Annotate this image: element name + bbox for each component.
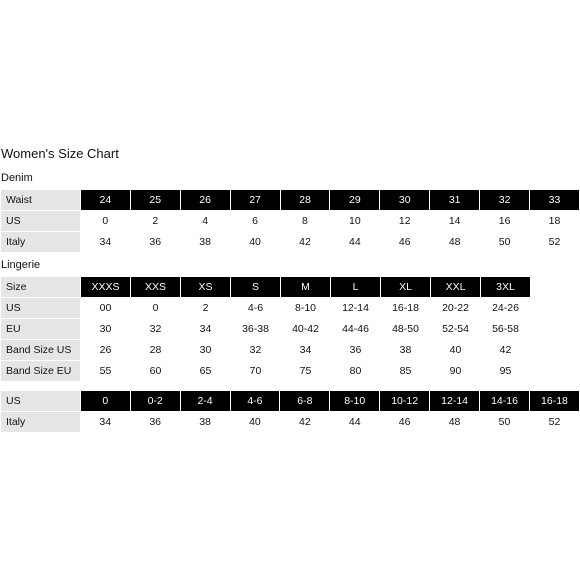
table-cell: 38 [180,232,230,253]
table-cell: 24-26 [481,298,531,319]
table-cell: 00 [81,298,131,319]
table-cell: 26 [180,190,230,211]
table-cell: 4-6 [230,391,280,412]
table-cell: 26 [81,340,131,361]
table-row [1,319,531,340]
table-cell: 50 [480,232,530,253]
table-cell: 30 [380,190,430,211]
table-cell: 90 [431,361,481,382]
table-cell: L [331,277,381,298]
table-cell: 20-22 [431,298,481,319]
table-cell: 8-10 [330,391,380,412]
table-cell: 0 [131,298,181,319]
table-cell: 16 [480,211,530,232]
table-cell: 27 [230,190,280,211]
table-cell: 2 [130,211,180,232]
table-cell: 16-18 [529,391,579,412]
page-title: Women's Size Chart [1,146,119,161]
table-cell: 29 [330,190,380,211]
row-label: Band Size EU [1,361,81,382]
row-label: US [1,391,81,412]
table-cell: 16-18 [381,298,431,319]
table-cell: 32 [480,190,530,211]
table-row [1,277,531,298]
table-row [1,232,580,253]
table-cell: 44 [330,232,380,253]
table-cell: 95 [481,361,531,382]
table-cell: 40 [431,340,481,361]
table-cell: 46 [380,232,430,253]
lingerie-size-table [0,276,531,382]
table-cell: 42 [280,412,330,433]
row-label: Waist [1,190,81,211]
table-cell: 34 [181,319,231,340]
table-cell: 40 [230,412,280,433]
lingerie-section-label: Lingerie [1,259,41,271]
table-row [1,211,580,232]
table-cell: 31 [430,190,480,211]
table-cell: XL [381,277,431,298]
table-cell: XXXS [81,277,131,298]
table-cell: 0-2 [130,391,180,412]
denim-section-label: Denim [1,172,33,184]
table-cell: 52 [530,232,580,253]
table-cell: 0 [80,391,130,412]
table-row [1,340,531,361]
table-cell: 2-4 [180,391,230,412]
table-cell: 32 [131,319,181,340]
table-cell: 8-10 [281,298,331,319]
table-row [1,361,531,382]
table-cell: 6-8 [280,391,330,412]
table-cell: XXL [431,277,481,298]
table-cell: 85 [381,361,431,382]
table-row [1,190,580,211]
table-cell: 30 [81,319,131,340]
table-cell: 42 [481,340,531,361]
table-cell: 6 [230,211,280,232]
table-cell: 42 [280,232,330,253]
table-cell: 40-42 [281,319,331,340]
table-cell: 38 [180,412,230,433]
table-cell: 0 [80,211,130,232]
table-cell: 12-14 [430,391,480,412]
table-cell: 46 [380,412,430,433]
table-cell: 48 [430,412,480,433]
table-cell: 8 [280,211,330,232]
row-label: US [1,211,81,232]
table-cell: S [231,277,281,298]
table-cell: 3XL [481,277,531,298]
row-label: US [1,298,81,319]
table-cell: 2 [181,298,231,319]
us-italy-size-table [0,390,580,433]
row-label: Italy [1,232,81,253]
table-cell: XS [181,277,231,298]
table-cell: 38 [381,340,431,361]
table-cell: 52-54 [431,319,481,340]
table-cell: 28 [131,340,181,361]
table-cell: 40 [230,232,280,253]
table-cell: 4 [180,211,230,232]
table-cell: 34 [80,232,130,253]
row-label: Band Size US [1,340,81,361]
table-cell: 18 [530,211,580,232]
table-cell: 25 [130,190,180,211]
table-cell: M [281,277,331,298]
table-cell: 14 [430,211,480,232]
table-cell: 12-14 [331,298,381,319]
table-cell: 36 [130,232,180,253]
row-label: EU [1,319,81,340]
table-cell: 36 [130,412,180,433]
table-cell: 44 [330,412,380,433]
table-cell: 34 [80,412,130,433]
table-cell: 24 [80,190,130,211]
table-cell: 50 [480,412,530,433]
table-cell: 80 [331,361,381,382]
table-cell: 34 [281,340,331,361]
table-cell: XXS [131,277,181,298]
table-cell: 10-12 [380,391,430,412]
table-cell: 36-38 [231,319,281,340]
table-cell: 32 [231,340,281,361]
table-cell: 48-50 [381,319,431,340]
table-cell: 60 [131,361,181,382]
table-cell: 33 [530,190,580,211]
row-label: Size [1,277,81,298]
table-cell: 10 [330,211,380,232]
table-cell: 52 [529,412,579,433]
table-cell: 55 [81,361,131,382]
table-cell: 4-6 [231,298,281,319]
table-cell: 65 [181,361,231,382]
table-row [1,412,580,433]
denim-size-table [0,189,580,253]
table-cell: 56-58 [481,319,531,340]
table-cell: 75 [281,361,331,382]
table-cell: 14-16 [480,391,530,412]
table-row [1,298,531,319]
table-cell: 28 [280,190,330,211]
table-cell: 70 [231,361,281,382]
table-cell: 30 [181,340,231,361]
row-label: Italy [1,412,81,433]
table-row [1,391,580,412]
table-cell: 12 [380,211,430,232]
table-cell: 48 [430,232,480,253]
table-cell: 36 [331,340,381,361]
table-cell: 44-46 [331,319,381,340]
